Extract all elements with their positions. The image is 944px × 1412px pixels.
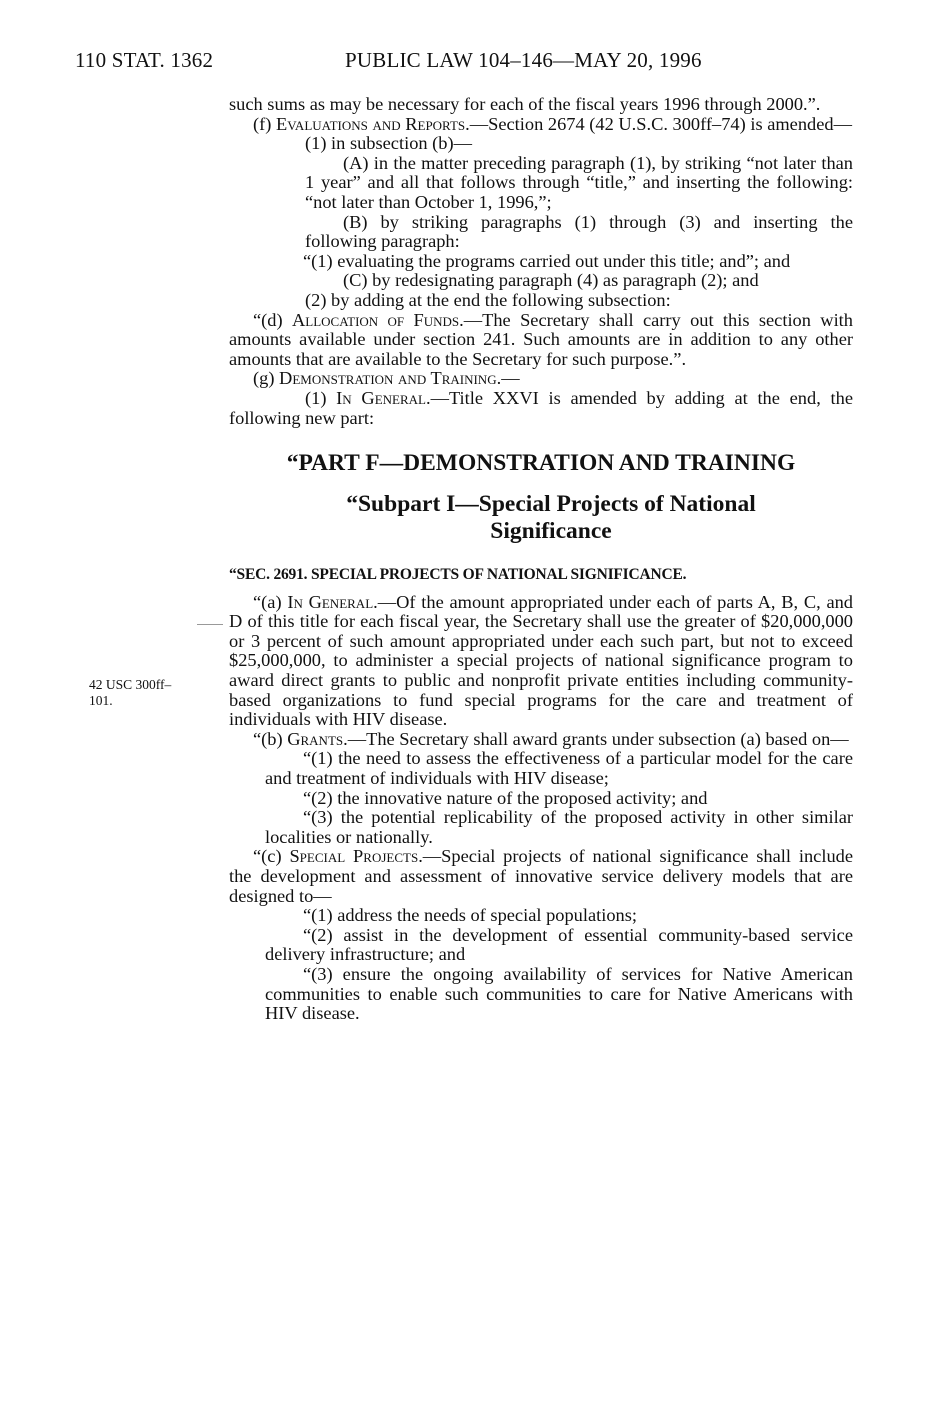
subpart-heading-line: “Subpart I—Special Projects of National [346,491,756,518]
subparagraph-A: (A) in the matter preceding paragraph (1), by striking “not later than 1 year” and all that follows through “title,” and inserting the following: “not later than October 1, 1996,”; [305,152,853,212]
subsection-c [229,847,853,906]
section-heading: “SEC. 2691. SPECIAL PROJECTS OF NATIONAL SIGNIFICANCE. [229,566,687,584]
statute-page-number: 110 STAT. 1362 [75,48,214,72]
quoted-paragraph: “(1) evaluating the programs carried out under this title; and”; and [303,250,791,271]
paragraph-c1: “(1) address the needs of special populations; [303,905,637,926]
label: (g) [253,368,280,389]
subsection-heading: In General [287,591,374,612]
paragraph-c2: “(2) assist in the development of essential community-based service delivery infrastructure; and [265,924,853,965]
label: (1) [305,387,337,408]
subparagraph-C: (C) by redesignating paragraph (4) as paragraph (2); and [343,270,759,291]
label: (f) [253,113,276,134]
body-text [229,95,853,1024]
margin-citation [89,677,199,709]
part-heading: “PART F—DEMONSTRATION AND TRAINING [286,450,796,477]
subparagraph-B: (B) by striking paragraphs (1) through (3) and inserting the following paragraph: [305,211,853,252]
running-title: PUBLIC LAW 104–146—MAY 20, 1996 [345,48,702,72]
subsection-heading: Grants [287,728,344,749]
subsection-text: .—Special projects of national significance shall include the development and assessment of innovative service delivery models that are designed to— [229,846,853,906]
subsection-text: .— [496,368,520,389]
subsection-b [229,730,853,750]
paragraph-f2: (2) by adding at the end the following subsection: [305,289,671,310]
subsection-text: .—Section 2674 (42 U.S.C. 300ff–74) is amended— [465,113,852,134]
subsection-text: .—Of the amount appropriated under each of parts A, B, C, and D of this title for each fiscal year, the Secretary shall use the greater of $20,000,000 or 3 percent of such amount appropriated under each such part, but not to exceed $25,000,000, to administer a special projects of national significance program to award direct grants to public and nonprofit private entities including community-based organizations to fund special programs for the care and treatment of individuals with HIV disease. [229,591,854,730]
label: “(c) [253,846,290,867]
subsection-d [229,311,853,370]
paragraph: such sums as may be necessary for each of the fiscal years 1996 through 2000.”. [229,94,821,114]
paragraph-heading: In General [336,387,426,408]
subsection-g [229,369,853,389]
subsection-heading: Evaluations and Reports [275,113,466,134]
subsection-text: .—The Secretary shall carry out this section with amounts available under section 241. Such amounts are in addition to any other amounts that are available to the Secretary for such purpose.”. [229,309,853,369]
paragraph-g1 [229,389,853,428]
paragraph-c3: “(3) ensure the ongoing availability of services for Native American communities to enable such communities to care for Native Americans with HIV disease. [265,963,853,1024]
label: “(d) [253,309,292,330]
paragraph-f1: (1) in subsection (b)— [305,133,473,154]
subsection-f [229,115,853,135]
label: “(a) [253,591,288,612]
paragraph-b2: “(2) the innovative nature of the proposed activity; and [303,787,708,808]
margin-citation-line: 101. [89,693,113,708]
margin-citation-line: 42 USC 300ff– [89,677,172,692]
subsection-heading: Special Projects [289,846,419,867]
subpart-heading [229,491,853,545]
paragraph-text: .—Title XXVI is amended by adding at the end, the following new part: [229,387,853,428]
subsection-heading: Allocation of Funds [291,309,460,330]
subsection-text: .—The Secretary shall award grants under subsection (a) based on— [343,728,849,749]
paragraph-b3: “(3) the potential replicability of the proposed activity in other similar localities or nationally. [265,807,853,847]
subsection-heading: Demonstration and Training [279,368,497,389]
paragraph-b1: “(1) the need to assess the effectiveness of a particular model for the care and treatment of individuals with HIV disease; [265,748,853,789]
label: “(b) [253,728,288,749]
subpart-heading-line: Significance [490,518,612,545]
margin-rule [197,624,223,625]
subsection-a [229,593,853,730]
